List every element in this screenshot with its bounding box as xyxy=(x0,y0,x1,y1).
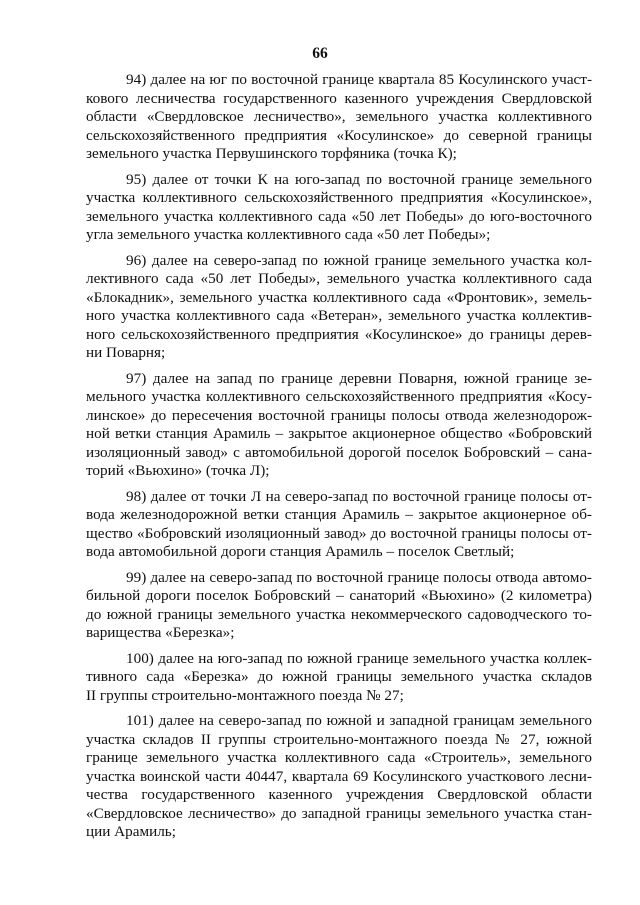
paragraph-line: «Свердловское лесничество» до западной границы земельного участка стан- xyxy=(86,804,592,822)
paragraph-line: ного сельскохозяйственного предприятия «Косулинское» до границы дерев- xyxy=(86,325,592,343)
paragraph-line: 98) далее от точки Л на северо-запад по восточной границе полосы от- xyxy=(126,487,592,505)
paragraph-line: 99) далее на северо-запад по восточной границе полосы отвода автомо- xyxy=(126,568,592,586)
paragraph-line: бильной дороги поселок Бобровский – санаторий «Вьюхино» (2 километра) xyxy=(86,587,592,604)
paragraph-line: мельного участка коллективного сельскохозяйственного предприятия «Косу- xyxy=(86,388,592,405)
paragraph-line: вода железнодорожной ветки станция Арамиль – закрытое акционерное об- xyxy=(86,506,592,523)
paragraph-line: участка воинской части 40447, квартала 69 Косулинского участкового лесни- xyxy=(86,767,592,785)
paragraph-line: ни Поварня; xyxy=(86,344,166,361)
paragraph-item-5 xyxy=(86,488,592,562)
paragraph-line: вода автомобильной дороги станция Арамиль – поселок Светлый; xyxy=(86,543,515,560)
paragraph-line: ции Арамиль; xyxy=(86,823,176,840)
paragraph-line: ного участка коллективного сада «Ветеран», земельного участка коллектив- xyxy=(86,307,592,324)
paragraph-line: участка складов II группы строительно-монтажного поезда № 27, южной xyxy=(86,730,592,748)
paragraph-line: границе земельного участка коллективного сада «Строитель», земельного xyxy=(86,749,592,766)
paragraph-line: земельного участка Первушинского торфяника (точка К); xyxy=(86,145,457,162)
paragraph-line: 95) далее от точки К на юго-запад по восточной границе земельного xyxy=(126,170,592,188)
paragraph-line: сельскохозяйственного предприятия «Косулинское» до северной границы xyxy=(86,126,592,144)
paragraph-line: до южной границы земельного участка некоммерческого садоводческого то- xyxy=(86,605,592,623)
paragraph-item-3 xyxy=(86,252,592,363)
paragraph-line: тивного сада «Березка» до южной границы земельного участка складов xyxy=(86,668,592,685)
paragraph-line: «Блокадник», земельного участка коллективного сада «Фронтовик», земель- xyxy=(86,288,592,306)
paragraph-line: 97) далее на запад по границе деревни Поварня, южной границе зе- xyxy=(126,369,592,387)
paragraph-line: изоляционный завод» с автомобильной дорогой поселок Бобровский – сана- xyxy=(86,443,592,461)
paragraph-item-2 xyxy=(86,171,592,245)
paragraph-item-7 xyxy=(86,650,592,706)
paragraph-line: земельного участка коллективного сада «50 лет Победы» до юго-восточного xyxy=(86,207,592,225)
paragraph-line: щество «Бобровский изоляционный завод» до восточной границы полосы от- xyxy=(86,524,592,542)
paragraph-line: варищества «Березка»; xyxy=(86,624,235,641)
page-number: 66 xyxy=(312,45,328,62)
paragraph-item-6 xyxy=(86,569,592,643)
paragraph-item-8 xyxy=(86,712,592,842)
paragraph-line: 101) далее на северо-запад по южной и западной границам земельного xyxy=(126,712,592,729)
paragraph-line: 94) далее на юг по восточной границе квартала 85 Косулинского участ- xyxy=(126,71,592,88)
paragraph-line: чества государственного казенного учреждения Свердловской области xyxy=(86,786,592,803)
paragraph-line: линское» до пересечения восточной границы полосы отвода железнодорож- xyxy=(86,406,592,424)
document-body xyxy=(86,71,592,849)
paragraph-item-4 xyxy=(86,370,592,481)
paragraph-line: участка коллективного сельскохозяйственного предприятия «Косулинское», xyxy=(86,189,592,206)
paragraph-line: кового лесничества государственного казенного учреждения Свердловской xyxy=(86,89,592,107)
paragraph-line: II группы строительно-монтажного поезда № 27; xyxy=(86,686,404,704)
paragraph-line: угла земельного участка коллективного сада «50 лет Победы»; xyxy=(86,226,491,243)
paragraph-line: ной ветки станция Арамиль – закрытое акционерное общество «Бобровский xyxy=(86,425,592,442)
paragraph-line: торий «Вьюхино» (точка Л); xyxy=(86,462,270,479)
paragraph-line: области «Свердловское лесничество», земельного участка коллективного xyxy=(86,108,592,125)
paragraph-line: лективного сада «50 лет Победы», земельного участка коллективного сада xyxy=(86,270,592,287)
paragraph-item-1 xyxy=(86,71,592,164)
paragraph-line: 96) далее на северо-запад по южной границе земельного участка кол- xyxy=(126,251,592,269)
paragraph-line: 100) далее на юго-запад по южной границе земельного участка коллек- xyxy=(126,649,592,667)
